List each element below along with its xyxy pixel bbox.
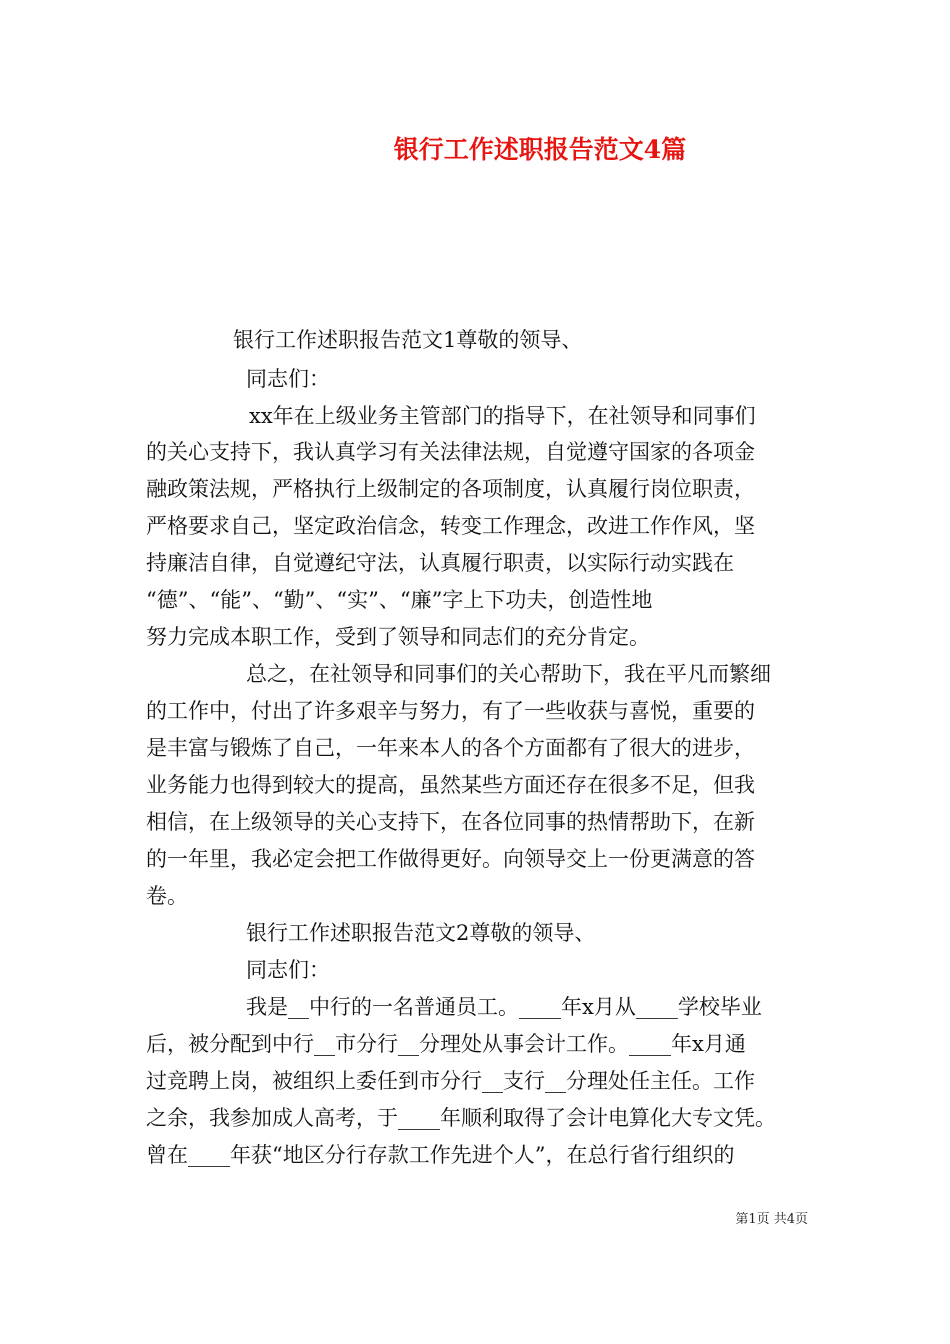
page-number-footer: 第1页 共4页	[735, 1212, 808, 1227]
text-line: 持廉洁自律，自觉遵纪守法，认真履行职责，以实际行动实践在	[146, 551, 734, 575]
document-title: 银行工作述职报告范文4篇	[393, 135, 687, 164]
text-line: 的一年里，我必定会把工作做得更好。向领导交上一份更满意的答	[146, 847, 755, 871]
text-line: 业务能力也得到较大的提高，虽然某些方面还存在很多不足，但我	[146, 773, 755, 797]
text-line: 曾在____年获“地区分行存款工作先进个人”，在总行省行组织的	[146, 1143, 735, 1167]
text-line: 的关心支持下，我认真学习有关法律法规，自觉遵守国家的各项金	[146, 440, 755, 464]
text-line: 同志们：	[246, 958, 330, 982]
text-line: “德”、“能”、“勤”、“实”、“廉”字上下功夫，创造性地	[146, 588, 653, 612]
text-line: 努力完成本职工作，受到了领导和同志们的充分肯定。	[146, 625, 650, 649]
text-line: 同志们：	[246, 367, 330, 391]
text-line: 我是__中行的一名普通员工。____年x月从____学校毕业	[246, 995, 762, 1019]
text-line: 过竞聘上岗，被组织上委任到市分行__支行__分理处任主任。工作	[146, 1069, 755, 1093]
text-line: 之余，我参加成人高考，于____年顺利取得了会计电算化大专文凭。	[146, 1106, 776, 1130]
text-line: 卷。	[146, 884, 188, 908]
text-line: 银行工作述职报告范文1尊敬的领导、	[233, 328, 583, 352]
text-line: xx年在上级业务主管部门的指导下，在社领导和同事们	[249, 404, 756, 428]
text-line: 严格要求自己，坚定政治信念，转变工作理念，改进工作作风，坚	[146, 514, 755, 538]
text-line: 相信，在上级领导的关心支持下，在各位同事的热情帮助下，在新	[146, 810, 755, 834]
text-line: 是丰富与锻炼了自己，一年来本人的各个方面都有了很大的进步，	[146, 736, 755, 760]
text-line: 后，被分配到中行__市分行__分理处从事会计工作。____年x月通	[146, 1032, 746, 1056]
text-line: 银行工作述职报告范文2尊敬的领导、	[246, 921, 596, 945]
text-line: 的工作中，付出了许多艰辛与努力，有了一些收获与喜悦，重要的	[146, 699, 755, 723]
text-line: 总之，在社领导和同事们的关心帮助下，我在平凡而繁细	[246, 662, 771, 686]
text-line: 融政策法规，严格执行上级制定的各项制度，认真履行岗位职责，	[146, 477, 755, 501]
